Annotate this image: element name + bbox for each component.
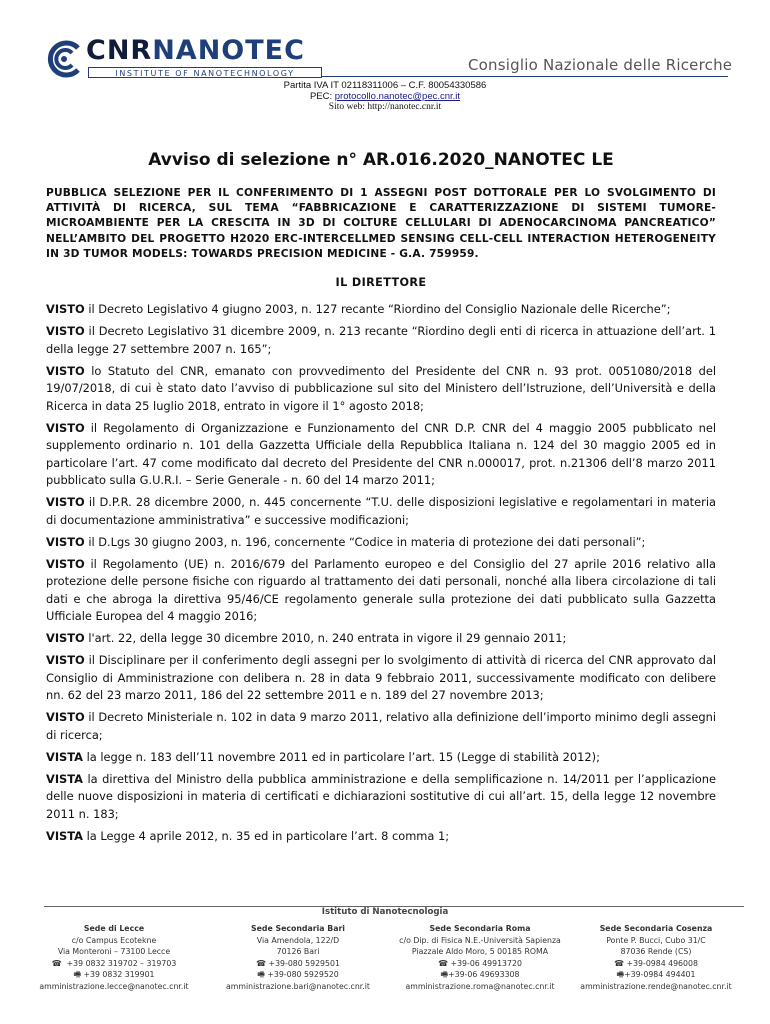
cnr-logo-icon <box>44 40 84 78</box>
office-address-2: 70126 Bari <box>276 947 320 957</box>
recital-2 <box>46 323 716 358</box>
office-lecce <box>24 923 204 993</box>
office-cosenza <box>566 923 746 993</box>
office-address-1: c/o Dip. di Fisica N.E.-Università Sapienza <box>399 935 561 945</box>
recital-keyword: VISTO <box>46 420 85 435</box>
document-body <box>46 150 716 850</box>
vat-line: Partita IVA IT 02118311006 – C.F. 80054330586 <box>283 80 487 91</box>
office-fax-number: +39-06 49693308 <box>448 970 520 980</box>
recital-8 <box>46 630 716 648</box>
recital-text: la direttiva del Ministro della pubblica amministrazione e della semplificazione n. 14/2011 per l’applicazione delle nuove disposizioni in materia di certificati e dichiarazioni sostitutive di cui all’art. 15, della legge 12 novembre 2011 n. 183; <box>46 771 716 821</box>
office-fax-number: +39 0832 319901 <box>83 970 155 980</box>
office-address-1: Ponte P. Bucci, Cubo 31/C <box>606 935 706 945</box>
office-phone <box>24 958 204 970</box>
notice-subject: PUBBLICA SELEZIONE PER IL CONFERIMENTO DI 1 ASSEGNI POST DOTTORALE PER LO SVOLGIMENTO DI ATTIVITÀ DI RICERCA, SUL TEMA “FABBRICAZIONE E CARATTERIZZAZIONE DI SISTEMI TUMORE-MICROAMBIENTE PER LA CRESCITA IN 3D DI COLTURE CELLULARI DI ADENOCARCINOMA PANCREATICO” NELL’AMBITO DEL PROGETTO H2020 ERC-INTERCELLMED SENSING CELL-CELL INTERACTION HETEROGENEITY IN 3D TUMOR MODELS: TOWARDS PRECISION MEDICINE - G.A. 759959. <box>46 187 716 260</box>
recital-text: la legge n. 183 dell’11 novembre 2011 ed in particolare l’art. 15 (Legge di stabilità 2012); <box>82 749 600 764</box>
office-name: Sede di Lecce <box>83 924 145 933</box>
office-name: Sede Secondaria Roma <box>429 924 531 933</box>
office-fax-number: +39-080 5929520 <box>267 970 339 980</box>
recital-text: la Legge 4 aprile 2012, n. 35 ed in particolare l’art. 8 comma 1; <box>82 828 450 843</box>
recital-12 <box>46 771 716 824</box>
office-bari <box>208 923 388 993</box>
fax-icon: 🖷 <box>616 970 625 980</box>
office-roma <box>390 923 570 993</box>
office-phone <box>566 958 746 970</box>
recitals <box>46 301 716 845</box>
page-title: Avviso di selezione n° AR.016.2020_NANOTEC LE <box>148 150 614 170</box>
recital-5 <box>46 494 716 529</box>
recital-text: l'art. 22, della legge 30 dicembre 2010, n. 240 entrata in vigore il 29 gennaio 2011; <box>84 631 567 646</box>
office-address-1: c/o Campus Ecotekne <box>71 935 157 945</box>
recital-11 <box>46 749 716 767</box>
recital-1 <box>46 301 716 319</box>
recital-keyword: VISTA <box>46 828 83 843</box>
office-address-2: Piazzale Aldo Moro, 5 00185 ROMA <box>411 947 549 957</box>
recital-7 <box>46 556 716 626</box>
recital-text: il Decreto Ministeriale n. 102 in data 9 marzo 2011, relativo alla definizione dell’importo minimo degli assegni di ricerca; <box>46 710 716 742</box>
recital-3 <box>46 363 716 416</box>
office-address-1: Via Amendola, 122/D <box>256 935 340 945</box>
office-phone <box>390 958 570 970</box>
header-info <box>0 80 770 113</box>
logo-wordmark <box>86 36 305 66</box>
pec-line <box>0 91 770 102</box>
recital-6 <box>46 534 716 552</box>
website-line[interactable]: Sito web: http://nanotec.cnr.it <box>328 102 442 112</box>
office-fax <box>390 969 570 981</box>
fax-icon: 🖷 <box>257 970 265 980</box>
office-address-2: Via Monteroni – 73100 Lecce <box>57 947 171 957</box>
fax-icon: 🖷 <box>440 970 449 980</box>
footer-title: Istituto di Nanotecnologia <box>321 907 449 917</box>
recital-keyword: VISTO <box>46 324 85 339</box>
recital-keyword: VISTO <box>46 653 85 668</box>
phone-icon: ☎ <box>256 958 267 968</box>
office-phone-number: +39 0832 319702 – 319703 <box>66 958 177 968</box>
logo-subtitle: INSTITUTE OF NANOTECHNOLOGY <box>88 67 322 78</box>
office-fax-number: +39-0984 494401 <box>624 970 696 980</box>
phone-icon: ☎ <box>438 958 449 968</box>
recital-keyword: VISTO <box>46 495 85 510</box>
logo-text-cnr: CNR <box>86 35 153 66</box>
recital-10 <box>46 709 716 744</box>
office-email[interactable]: amministrazione.lecce@nanotec.cnr.it <box>39 981 189 991</box>
office-email[interactable]: amministrazione.bari@nanotec.cnr.it <box>226 981 370 991</box>
office-fax <box>24 969 204 981</box>
office-name: Sede Secondaria Bari <box>251 924 345 933</box>
recital-keyword: VISTA <box>46 749 83 764</box>
office-phone-number: +39-06 49913720 <box>450 958 522 968</box>
letterhead <box>0 0 770 122</box>
recital-text: il Disciplinare per il conferimento degli assegni per lo svolgimento di attività di ricerca del CNR approvato dal Consiglio di Amministrazione con delibera n. 28 in data 9 febbraio 2011, successivamente modificato con delibere nn. 62 del 23 marzo 2011, 186 del 22 settembre 2011 e n. 189 del 27 novembre 2013; <box>46 653 716 703</box>
footer <box>0 902 770 1024</box>
office-email[interactable]: amministrazione.rende@nanotec.cnr.it <box>580 981 732 991</box>
recital-keyword: VISTO <box>46 631 85 646</box>
recital-text: il Regolamento di Organizzazione e Funzionamento del CNR D.P. CNR del 4 maggio 2005 pubblicato nel supplemento ordinario n. 101 della Gazzetta Ufficiale della Repubblica Italiana n. 124 del 30 maggio 2005 ed in particolare l’art. 47 come modificato dal decreto del Presidente del CNR n.000017, prot. n.21306 dell’8 marzo 2011 pubblicato sulla G.U.R.I. – Serie Generale - n. 60 del 14 marzo 2011; <box>46 420 716 488</box>
phone-icon: ☎ <box>51 958 62 968</box>
recital-9 <box>46 652 716 705</box>
recital-keyword: VISTO <box>46 710 85 725</box>
recital-text: il D.Lgs 30 giugno 2003, n. 196, concernente “Codice in materia di protezione dei dati personali”; <box>84 534 646 549</box>
recital-text: il Decreto Legislativo 31 dicembre 2009, n. 213 recante “Riordino degli enti di ricerca in attuazione dell’art. 1 della legge 27 settembre 2007 n. 165”; <box>46 324 716 356</box>
recital-4 <box>46 420 716 490</box>
fax-icon: 🖷 <box>73 970 82 980</box>
recital-keyword: VISTO <box>46 363 85 378</box>
recital-keyword: VISTO <box>46 556 85 571</box>
header-rule <box>322 76 728 77</box>
office-phone-number: +39-080 5929501 <box>268 958 340 968</box>
pec-link[interactable]: protocollo.nanotec@pec.cnr.it <box>334 91 461 102</box>
cnr-name: Consiglio Nazionale delle Ricerche <box>468 56 733 74</box>
recital-text: il D.P.R. 28 dicembre 2000, n. 445 concernente “T.U. delle disposizioni legislative e regolamentari in materia di documentazione amministrativa” e successive modificazioni; <box>46 495 716 527</box>
office-fax <box>208 969 388 981</box>
recital-text: il Decreto Legislativo 4 giugno 2003, n. 127 recante “Riordino del Consiglio Nazionale delle Ricerche”; <box>84 302 671 317</box>
director-heading: IL DIRETTORE <box>335 276 427 290</box>
office-fax <box>566 969 746 981</box>
office-phone-number: +39-0984 496008 <box>626 958 698 968</box>
phone-icon: ☎ <box>614 958 625 968</box>
recital-keyword: VISTO <box>46 302 85 317</box>
pec-label: PEC: <box>309 91 335 102</box>
recital-13 <box>46 828 716 846</box>
recital-keyword: VISTO <box>46 534 85 549</box>
office-name: Sede Secondaria Cosenza <box>599 924 713 933</box>
recital-text: il Regolamento (UE) n. 2016/679 del Parlamento europeo e del Consiglio del 27 aprile 2016 relativo alla protezione delle persone fisiche con riguardo al trattamento dei dati personali, nonché alla libera circolazione di tali dati e che abroga la direttiva 95/46/CE regolamento generale sulla protezione dei dati pubblicato sulla Gazzetta Ufficiale Europea del 4 maggio 2016; <box>46 556 716 624</box>
logo-text-nanotec: NANOTEC <box>152 35 305 66</box>
office-phone <box>208 958 388 970</box>
office-address-2: 87036 Rende (CS) <box>620 947 692 957</box>
office-email[interactable]: amministrazione.roma@nanotec.cnr.it <box>405 981 555 991</box>
recital-text: lo Statuto del CNR, emanato con provvedimento del Presidente del CNR n. 93 prot. 0051080/2018 del 19/07/2018, di cui è stato dato l’avviso di pubblicazione sul sito del Ministero dell’Istruzione, dell’Università e della Ricerca in data 25 luglio 2018, entrato in vigore il 1° agosto 2018; <box>46 363 716 413</box>
recital-keyword: VISTA <box>46 771 83 786</box>
